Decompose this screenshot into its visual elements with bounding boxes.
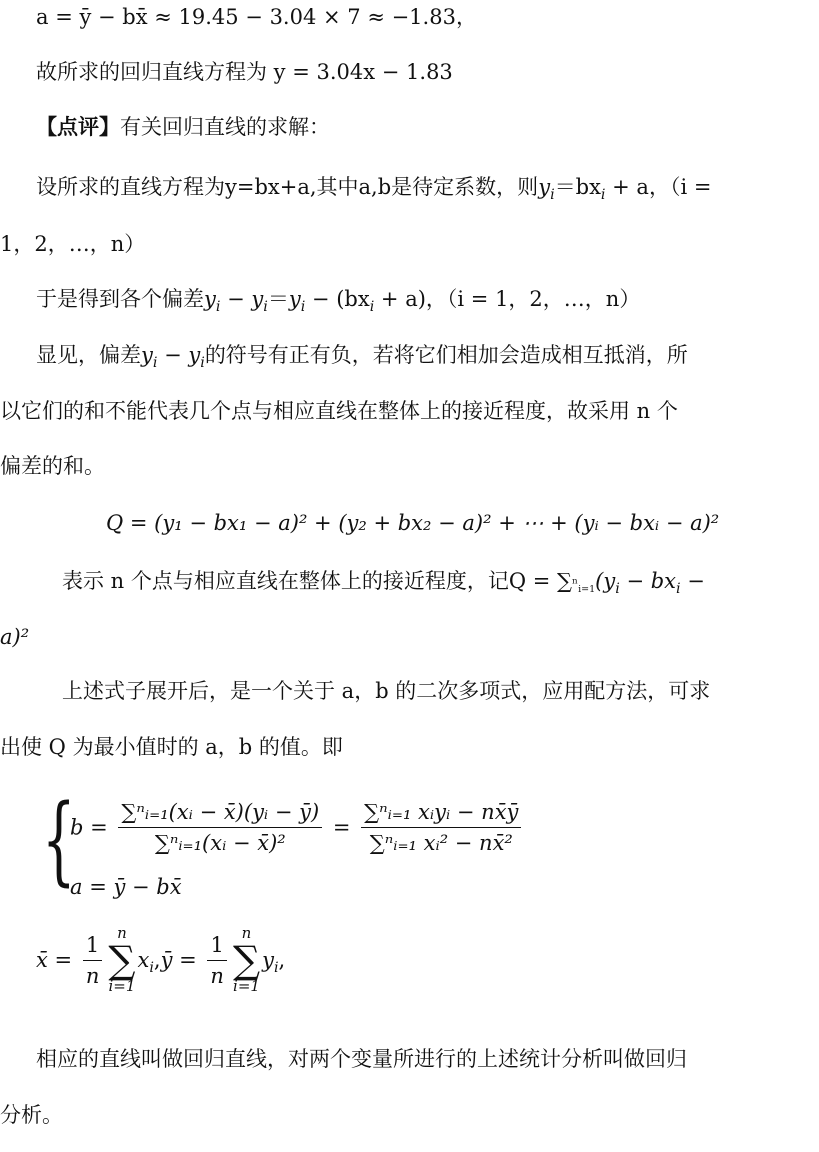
paragraph-line: 设所求的直线方程为y=bx+a,其中a,b是待定系数，则$y_i=bx_i + a$，（i = — [36, 175, 712, 204]
paragraph-line: 偏差的和。 — [0, 454, 105, 478]
paragraph-line: 出使 Q 为最小值时的 a，b 的值。即 — [0, 735, 343, 759]
a-equation: a = ȳ − bx̄ — [70, 875, 182, 899]
paragraph-line: 表示 n 个点与相应直线在整体上的接近程度，记$Q = \sum^n_{i=1}(y_i - bx_i$ − — [62, 569, 705, 598]
b-fraction-1: $\frac{\text{∑ⁿᵢ₌₁(xᵢ − x̄)(yᵢ − ȳ)}}{\text{∑ⁿᵢ₌₁(xᵢ − x̄)²}}$ — [118, 800, 322, 855]
q-formula: Q = (y₁ − bx₁ − a)² + (y₂ + bx₂ − a)² + ⋯ + (yᵢ − bxᵢ − a)² — [106, 511, 720, 535]
comment-tag: 【点评】 — [36, 114, 120, 139]
paragraph-line: 显见，偏差$y_i - y_i$的符号有正有负，若将它们相加会造成相互抵消，所 — [36, 343, 688, 372]
sum-symbol: n ∑ i=1 — [232, 924, 261, 995]
paragraph-line: 1，2，…，n） — [0, 232, 146, 256]
equation-a-value: a = ȳ − bx̄ ≈ 19.45 − 3.04 × 7 ≈ −1.83， — [36, 5, 477, 29]
paragraph-line: a)² — [0, 625, 30, 649]
b-fraction-2: $\frac{\text{∑ⁿᵢ₌₁ xᵢyᵢ − nx̄ȳ}}{\text{∑ⁿᵢ₌₁ xᵢ² − nx̄²}}$ — [361, 800, 521, 855]
one-over-n: $\frac{1}{n}$ — [207, 933, 227, 988]
mean-definitions: x̄ = $\frac{1}{n}$ n ∑ i=1 $x_i,ȳ$ = $\frac{1}{n}$ n ∑ i=1 $y_i$, — [36, 924, 286, 995]
regression-equation-result: 故所求的回归直线方程为 y = 3.04x − 1.83 — [36, 60, 453, 84]
one-over-n: $\frac{1}{n}$ — [83, 933, 103, 988]
b-equation: b = $\frac{\text{∑ⁿᵢ₌₁(xᵢ − x̄)(yᵢ − ȳ)}}{\text{∑ⁿᵢ₌₁(xᵢ − x̄)²}}$ = $\frac{\text{∑ⁿᵢ₌₁ xᵢyᵢ − nx̄ȳ}}{\text{∑ⁿᵢ₌₁ xᵢ² − nx̄²}}$ — [70, 800, 525, 855]
paragraph-line: 于是得到各个偏差$y_i - y_i=y_i - (bx_i + a)$，（i = 1，2，…，n） — [36, 287, 641, 316]
sum-symbol: n ∑ i=1 — [108, 924, 136, 995]
paragraph-line: 上述式子展开后，是一个关于 a，b 的二次多项式，应用配方法，可求 — [62, 679, 711, 703]
paragraph-line: 分析。 — [0, 1103, 63, 1127]
paragraph-line: 相应的直线叫做回归直线，对两个变量所进行的上述统计分析叫做回归 — [36, 1047, 687, 1071]
paragraph-line: 以它们的和不能代表几个点与相应直线在整体上的接近程度，故采用 n 个 — [0, 399, 678, 423]
comment-text: 有关回归直线的求解： — [120, 115, 330, 139]
system-brace: { — [42, 784, 76, 896]
comment-heading — [36, 112, 330, 142]
